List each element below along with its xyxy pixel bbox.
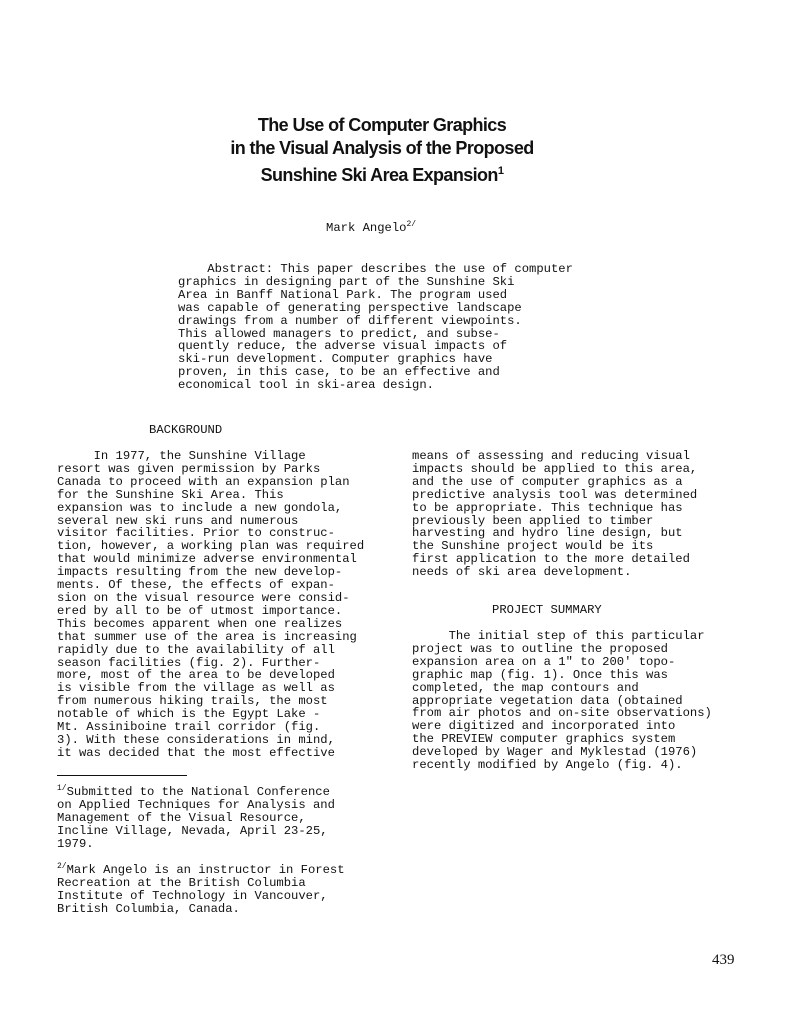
footnote-2 <box>57 861 345 916</box>
title-line-1: The Use of Computer Graphics <box>257 115 507 135</box>
author-line <box>326 219 416 235</box>
author-name: Mark Angelo <box>326 221 407 236</box>
title-line-3-text: Sunshine Ski Area Expansion <box>260 165 498 185</box>
background-heading: BACKGROUND <box>149 423 223 437</box>
abstract: Abstract: This paper describes the use of computer graphics in designing part of the Sunshine Ski Area in Banff National Park. The program used was capable of generating perspective landscape drawings from a number of different viewpoints. This allowed managers to predict, and subse- quently reduce, the adverse visual impacts of ski-run development. Computer graphics have proven, in this case, to be an effective and economical tool in ski-area design. <box>178 262 573 393</box>
project-summary-heading: PROJECT SUMMARY <box>492 603 602 617</box>
right-column-continued-text: means of assessing and reducing visual impacts should be applied to this area, and the use of computer graphics as a predictive analysis tool was determined to be appropriate. This technique has previously been applied to timber harvesting and hydro line design, but the Sunshine project would be its first application to the more detailed needs of ski area development. <box>412 449 698 580</box>
footnote-2-text: Mark Angelo is an instructor in Forest Recreation at the British Columbia Institute of Technology in Vancouver, British Columbia, Canada. <box>57 863 345 916</box>
footnote-2-mark: 2/ <box>57 862 67 871</box>
background-body: In 1977, the Sunshine Village resort was given permission by Parks Canada to proceed with an expansion plan for the Sunshine Ski Area. This expansion was to include a new gondola, several new ski runs and numerous visitor facilities. Prior to construc- tion, however, a working plan was required that would minimize adverse environmental impacts resulting from the new develop- ments. Of these, the effects of expan- sion on the visual resource were consid- ered by all to be of utmost importance. This becomes apparent when one realizes that summer use of the area is increasing rapidly due to the availability of all season facilities (fig. 2). Further- more, most of the area to be developed is visible from the village as well as from numerous hiking trails, the most notable of which is the Egypt Lake - Mt. Assiniboine trail corridor (fig. 3). With these considerations in mind, it was decided that the most effective <box>57 449 365 760</box>
footnote-divider <box>57 775 187 776</box>
author-footnote-mark: 2/ <box>406 220 417 229</box>
project-summary-body: The initial step of this particular project was to outline the proposed expansion area on a 1" to 200' topo- graphic map (fig. 1). Once this was completed, the map contours and appropriate vegetation data (obtained from air photos and on-site observations) were digitized and incorporated into the PREVIEW computer graphics system developed by Wager and Myklestad (1976) recently modified by Angelo (fig. 4). <box>412 629 712 773</box>
footnote-1-text: Submitted to the National Conference on Applied Techniques for Analysis and Management of the Visual Resource, Incline Village, Nevada, April 23-25, 1979. <box>57 785 335 851</box>
paper-title <box>140 114 624 187</box>
footnote-1-mark: 1/ <box>57 784 67 793</box>
title-line-2: in the Visual Analysis of the Proposed <box>230 138 534 158</box>
footnote-1 <box>57 783 335 851</box>
page-number: 439 <box>712 952 735 968</box>
title-footnote-mark: 1 <box>497 165 504 177</box>
title-line-3 <box>140 160 624 187</box>
